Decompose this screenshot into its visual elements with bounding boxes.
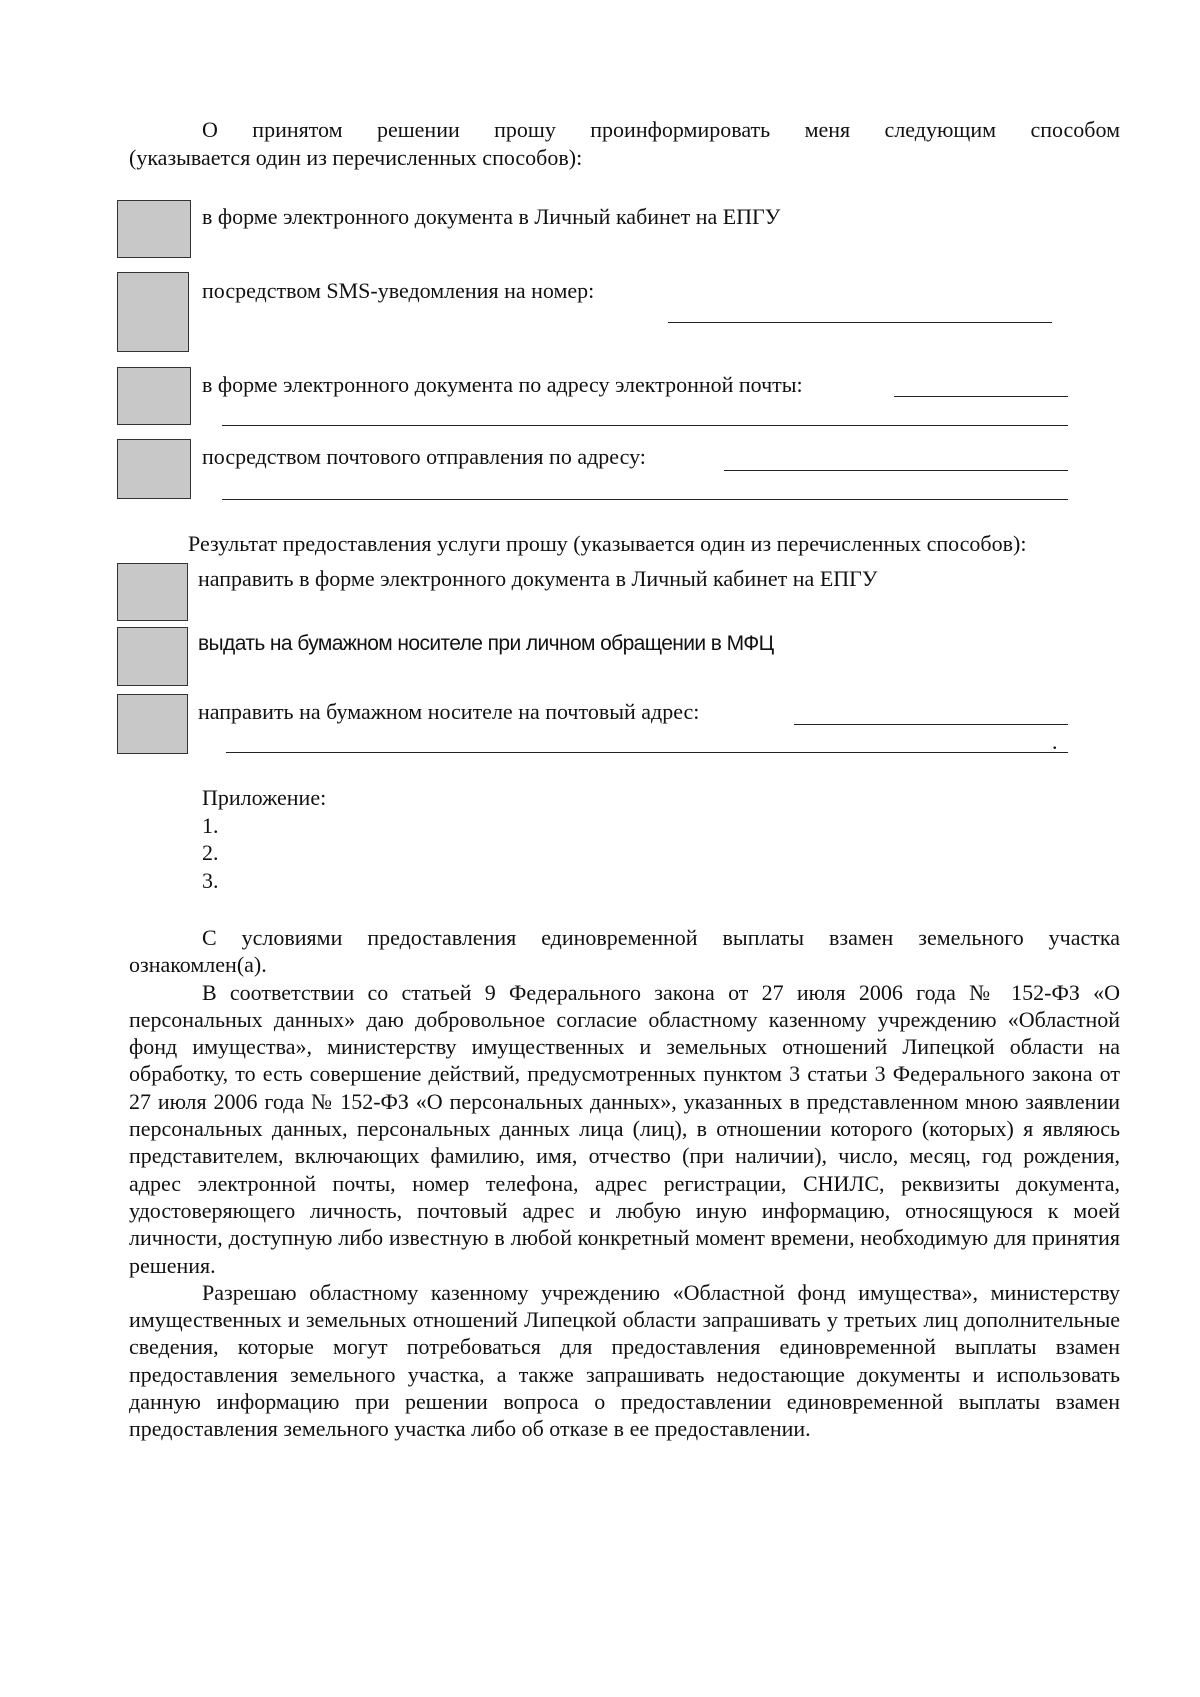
body-text (129, 924, 1120, 1443)
result-intro: Результат предоставления услуги прошу (указывается один из перечисленных способов): (188, 531, 1027, 556)
sms-number-line[interactable] (668, 322, 1052, 323)
attachments-title: Приложение: (202, 785, 327, 810)
result-post-address-line-1[interactable] (794, 724, 1068, 725)
attachment-item: 1. (202, 813, 219, 838)
paragraph-acquainted: С условиями предоставления единовременной выплаты взамен земельного участка ознакомлен(а). (129, 925, 1120, 978)
email-line-1[interactable] (894, 396, 1068, 397)
email-line-2[interactable] (222, 425, 1068, 426)
result-trailing-dot: . (1052, 729, 1058, 754)
post-address-line-1[interactable] (724, 470, 1068, 471)
result-post-address-line-2[interactable] (226, 752, 1068, 753)
notify-checkbox-email[interactable] (117, 367, 191, 425)
notify-option-sms: посредством SMS-уведомления на номер: (202, 278, 595, 303)
attachment-item: 3. (202, 868, 219, 893)
result-checkbox-mfc[interactable] (117, 627, 188, 686)
result-checkbox-post[interactable] (117, 694, 188, 754)
post-address-line-2[interactable] (222, 499, 1068, 500)
result-option-mfc: выдать на бумажном носителе при личном обращении в МФЦ (198, 632, 774, 655)
notify-checkbox-post[interactable] (117, 439, 191, 499)
result-checkbox-epgu[interactable] (117, 563, 188, 621)
notify-intro-line2: (указывается один из перечисленных способов): (129, 145, 583, 170)
paragraph-third-party-request: Разрешаю областному казенному учреждению «Областной фонд имущества», министерству имущественных и земельных отношений Липецкой области запрашивать у третьих лиц дополнительные сведения, которые могут потребоваться для предоставления единовременной выплаты взамен предоставления земельного участка, а также запрашивать недостающие документы и использовать данную информацию при решении вопроса о предоставлении единовременной выплаты взамен предоставления земельного участка либо об отказе в ее предоставлении. (129, 1279, 1120, 1442)
result-option-epgu: направить в форме электронного документа в Личный кабинет на ЕПГУ (198, 566, 878, 591)
paragraph-personal-data-consent: В соответствии со статьей 9 Федерального закона от 27 июля 2006 года № 152-ФЗ «О персональных данных» даю добровольное согласие областному казенному учреждению «Областной фонд имущества», министерству имущественных и земельных отношений Липецкой области на обработку, то есть совершение действий, предусмотренных пунктом 3 статьи 3 Федерального закона от 27 июля 2006 года № 152-ФЗ «О персональных данных», указанных в представленном мною заявлении персональных данных, персональных данных лица (лиц), в отношении которого (которых) я являюсь представителем, включающих фамилию, имя, отчество (при наличии), число, месяц, год рождения, адрес электронной почты, номер телефона, адрес регистрации, СНИЛС, реквизиты документа, удостоверяющего личность, почтовый адрес и любую иную информацию, относящуюся к моей личности, доступную либо известную в любой конкретный момент времени, необходимую для принятия решения. (129, 979, 1120, 1278)
notify-option-epgu: в форме электронного документа в Личный кабинет на ЕПГУ (202, 204, 781, 229)
attachment-item: 2. (202, 840, 219, 865)
notify-intro-line1: О принятом решении прошу проинформировать меня следующим способом (202, 117, 1120, 142)
notify-checkbox-epgu[interactable] (117, 200, 191, 258)
notify-checkbox-sms[interactable] (117, 272, 189, 352)
notify-option-post: посредством почтового отправления по адресу: (202, 444, 646, 469)
notify-option-email: в форме электронного документа по адресу электронной почты: (202, 372, 803, 397)
result-option-post: направить на бумажном носителе на почтовый адрес: (198, 699, 700, 724)
